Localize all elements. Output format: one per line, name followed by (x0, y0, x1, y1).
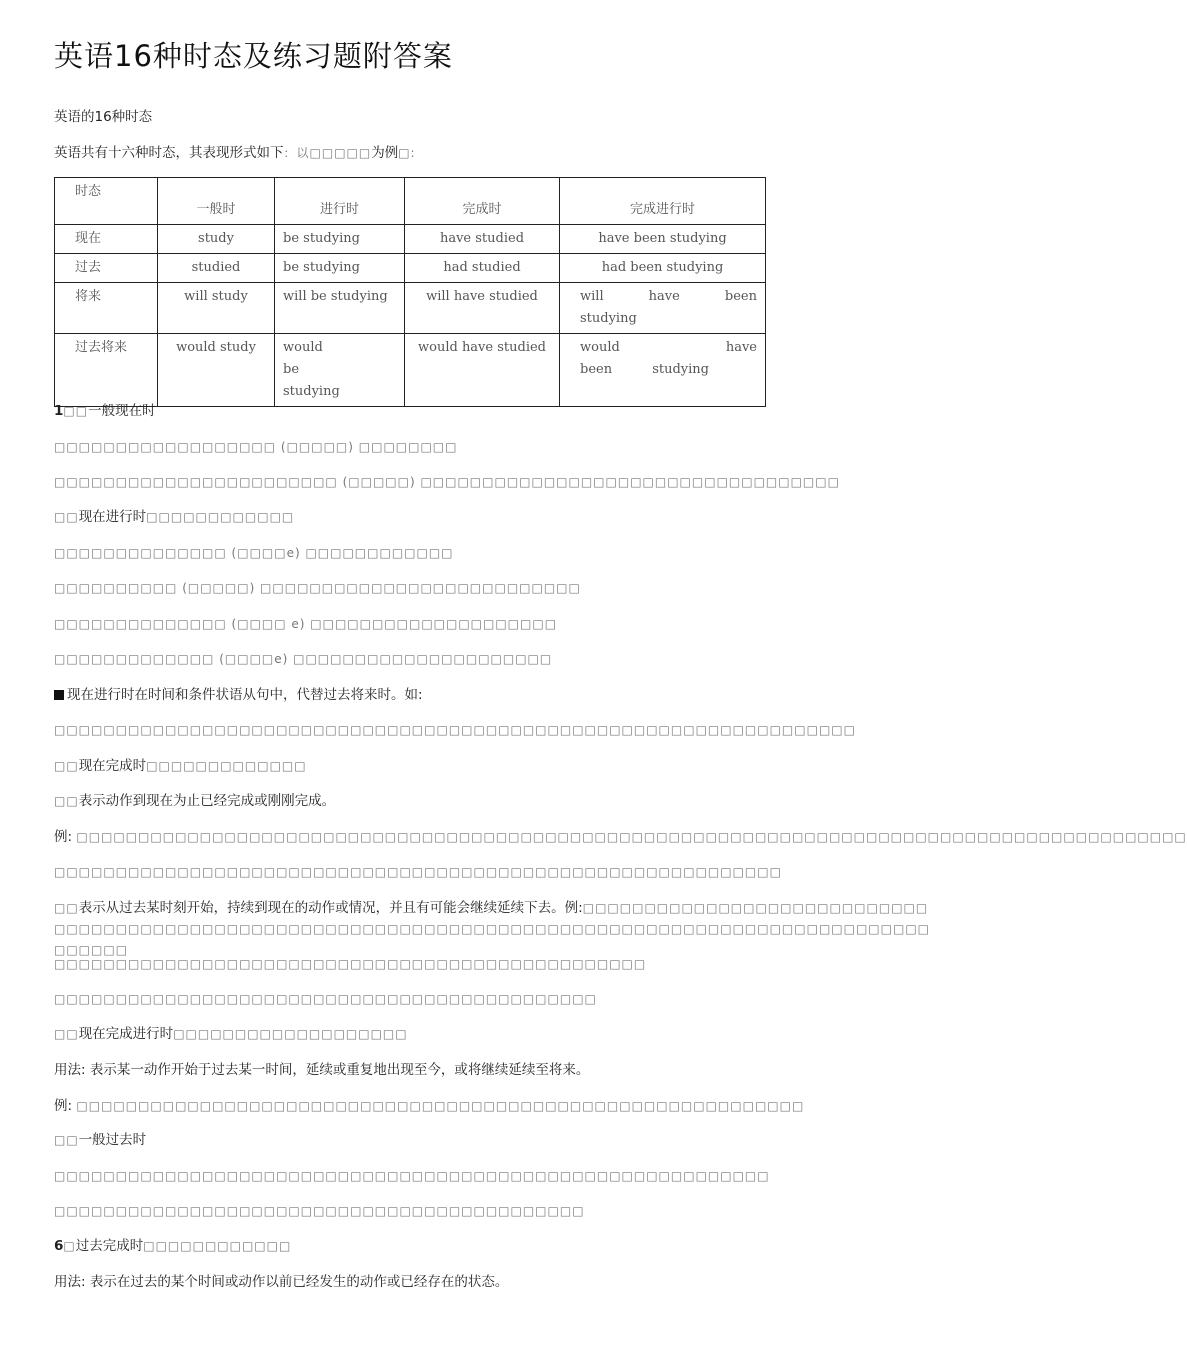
table-cell: would have studied (405, 334, 560, 407)
section-heading-5: □□一般过去时 (54, 1132, 147, 1148)
intro-sentence-prefix: 英语共有十六种时态，其表现形式如下 (54, 145, 284, 161)
table-cell: 现在 (55, 225, 158, 254)
intro-sentence (54, 144, 416, 162)
table-cell: studied (158, 254, 275, 283)
example-line: 例: □□□□□□□□□□□□□□□□□□□□□□□□□□□□□□□□□□□□□□□□□□□□□□□□□□□□□□□□□□□ (54, 1098, 805, 1114)
table-row (55, 334, 766, 407)
note-line: 现在进行时在时间和条件状语从句中，代替过去将来时。如: (54, 686, 423, 704)
table-cell: have been studying (560, 225, 766, 254)
table-cell: will study (158, 283, 275, 334)
example-line: 例: □□□□□□□□□□□□□□□□□□□□□□□□□□□□□□□□□□□□□□□□□□□□□□□□□□□□□□□□□□□□□□□□□□□□□□□□□□□□□□□□□□□□□□□□□□ (54, 829, 1187, 845)
table-cell: study (158, 225, 275, 254)
text-line: □□□□□□□□□□□□□□□□□□□□□□□ (□□□□□) □□□□□□□□□□□□□□□□□□□□□□□□□□□□□□□□□□ (54, 475, 840, 489)
section-heading-6: 6□过去完成时□□□□□□□□□□□□ (54, 1238, 292, 1254)
text-line: □□□□□□□□□□□□□□□□□□□□□□□□□□□□□□□□□□□□□□□□□□□□□□□□ (54, 957, 647, 971)
text-line: □□□□□□□□□□□□□□□□□□□□□□□□□□□□□□□□□□□□□□□□□□□□□□□□□□□□□□□□□□□□□□□□□ (54, 723, 856, 737)
section-heading-4: □□现在完成进行时□□□□□□□□□□□□□□□□□□□ (54, 1026, 408, 1042)
text-line: □□□□□□□□□□□□□ (□□□□e) □□□□□□□□□□□□□□□□□□□□□ (54, 652, 553, 666)
table-cell: will have been studying (560, 283, 766, 334)
table-cell: will have studied (405, 283, 560, 334)
table-cell: would have been studying (560, 334, 766, 407)
tense-table (54, 177, 766, 407)
header-cell: 完成进行时 (560, 178, 766, 225)
header-cell: 完成时 (405, 178, 560, 225)
usage-line: 用法: 表示某一动作开始于过去某一时间，延续或重复地出现至今，或将继续延续至将来。 (54, 1062, 590, 1078)
table-header-row (55, 178, 766, 225)
table-cell: be studying (275, 254, 405, 283)
intro-heading: 英语的16种时态 (54, 109, 153, 125)
text-line: □□□□□□□□□□□□□□ (□□□□e) □□□□□□□□□□□□ (54, 546, 454, 560)
usage-line: 用法: 表示在过去的某个时间或动作以前已经发生的动作或已经存在的状态。 (54, 1274, 509, 1290)
table-cell: have studied (405, 225, 560, 254)
table-cell: will be studying (275, 283, 405, 334)
table-cell: 将来 (55, 283, 158, 334)
text-line: □□□□□□□□□□□□□□□□□□ (□□□□□) □□□□□□□□ (54, 440, 458, 454)
text-line: □□□□□□□□□□□□□□□□□□□□□□□□□□□□□□□□□□□□□□□□□□□ (54, 1204, 585, 1218)
table-cell: would study (158, 334, 275, 407)
table-cell: be studying (275, 225, 405, 254)
header-cell: 一般时 (158, 178, 275, 225)
table-row (55, 283, 766, 334)
text-line: □□□□□□□□□□□□□□□□□□□□□□□□□□□□□□□□□□□□□□□□□□□□□□□□□□□□□□□□□□ (54, 1169, 770, 1183)
intro-garbled-2: □□□□□ (309, 146, 372, 160)
header-cell: 时态 (55, 178, 158, 225)
text-line: □□□□□□□□□□□□□□ (□□□□ e) □□□□□□□□□□□□□□□□□□□□ (54, 617, 558, 631)
intro-sentence-suffix: 为例 (371, 145, 399, 161)
section-heading-1: 1□□一般现在时 (54, 403, 156, 419)
text-line: □□□□□□□□□□□□□□□□□□□□□□□□□□□□□□□□□□□□□□□□□□□□□□□□□□□□□□□□□□□ (54, 865, 782, 879)
intro-garbled-1: ：以 (283, 146, 310, 160)
table-row (55, 254, 766, 283)
intro-sentence-end: □: (398, 146, 416, 160)
table-cell: 过去将来 (55, 334, 158, 407)
usage-line: □□表示从过去某时刻开始，持续到现在的动作或情况，并且有可能会继续延续下去。例:□□□□□□□□□□□□□□□□□□□□□□□□□□□□□□□□□□□□□□□□□□□□□□□□□□□□□□□□□□□□□□□□□□□□□□□□□□□□□□□□□□□□□□□□□□□□□□□□□□□□□□□□□ (54, 900, 930, 957)
document-title: 英语16种时态及练习题附答案 (54, 39, 453, 73)
table-cell: had been studying (560, 254, 766, 283)
text-line: □□□□□□□□□□ (□□□□□) □□□□□□□□□□□□□□□□□□□□□□□□□□ (54, 581, 581, 595)
header-cell: 进行时 (275, 178, 405, 225)
table-cell: would be studying (275, 334, 405, 407)
text-line: □□□□□□□□□□□□□□□□□□□□□□□□□□□□□□□□□□□□□□□□□□□□ (54, 992, 597, 1006)
section-heading-3: □□现在完成时□□□□□□□□□□□□□ (54, 758, 307, 774)
table-cell: 过去 (55, 254, 158, 283)
usage-line: □□表示动作到现在为止已经完成或刚刚完成。 (54, 793, 336, 809)
table-row (55, 225, 766, 254)
bullet-square-icon (54, 690, 64, 700)
table-cell: had studied (405, 254, 560, 283)
section-heading-2: □□现在进行时□□□□□□□□□□□□ (54, 509, 295, 525)
